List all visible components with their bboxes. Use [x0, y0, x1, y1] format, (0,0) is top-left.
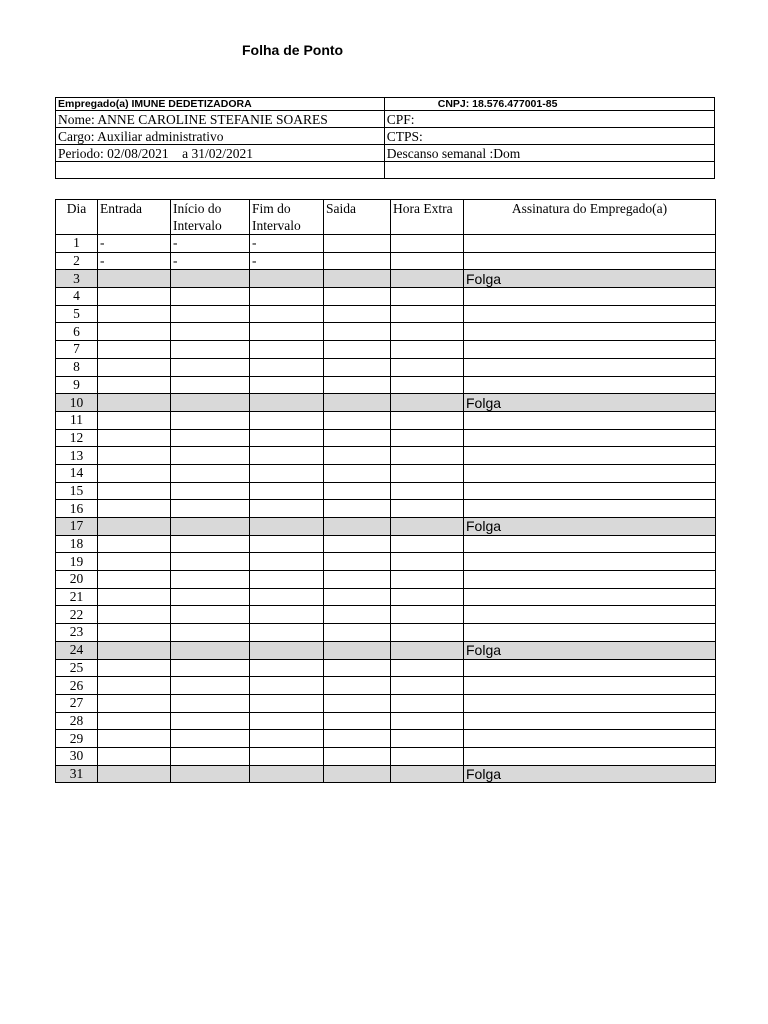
inicio-intervalo-cell: [171, 641, 250, 659]
entrada-cell: [98, 624, 171, 642]
inicio-intervalo-cell: [171, 606, 250, 624]
day-cell: 14: [56, 464, 98, 482]
fim-intervalo-cell: [250, 765, 324, 783]
hora-extra-cell: [391, 394, 464, 412]
entrada-cell: [98, 323, 171, 341]
entrada-cell: [98, 394, 171, 412]
timesheet-header-row: [56, 200, 716, 235]
inicio-intervalo-cell: [171, 482, 250, 500]
fim-intervalo-cell: [250, 270, 324, 288]
hora-extra-cell: [391, 624, 464, 642]
inicio-intervalo-cell: [171, 500, 250, 518]
day-cell: 2: [56, 252, 98, 270]
fim-intervalo-cell: [250, 358, 324, 376]
assinatura-cell: [464, 376, 716, 394]
saida-cell: [324, 659, 391, 677]
entrada-cell: [98, 677, 171, 695]
inicio-intervalo-cell: [171, 376, 250, 394]
hora-extra-cell: [391, 606, 464, 624]
entrada-cell: [98, 518, 171, 536]
saida-cell: [324, 641, 391, 659]
entrada-cell: [98, 641, 171, 659]
day-cell: 9: [56, 376, 98, 394]
entrada-cell: [98, 694, 171, 712]
fim-intervalo-cell: -: [250, 235, 324, 253]
day-cell: 8: [56, 358, 98, 376]
inicio-intervalo-cell: [171, 447, 250, 465]
assinatura-cell: [464, 341, 716, 359]
assinatura-cell: [464, 323, 716, 341]
day-cell: 4: [56, 288, 98, 306]
fim-intervalo-cell: -: [250, 252, 324, 270]
hora-extra-cell: [391, 659, 464, 677]
table-row: [56, 376, 716, 394]
fim-intervalo-cell: [250, 518, 324, 536]
hora-extra-cell: [391, 235, 464, 253]
hora-extra-cell: [391, 411, 464, 429]
hora-extra-cell: [391, 500, 464, 518]
assinatura-cell: [464, 571, 716, 589]
entrada-cell: [98, 341, 171, 359]
entrada-cell: [98, 553, 171, 571]
column-header-inicio-intervalo: Início do Intervalo: [171, 200, 250, 235]
table-row: [56, 288, 716, 306]
table-row: [56, 694, 716, 712]
entrada-cell: [98, 411, 171, 429]
table-row: [56, 730, 716, 748]
day-cell: 13: [56, 447, 98, 465]
day-cell: 5: [56, 305, 98, 323]
column-header-saida: Saida: [324, 200, 391, 235]
role-row: [56, 128, 715, 145]
day-cell: 22: [56, 606, 98, 624]
fim-intervalo-cell: [250, 659, 324, 677]
hora-extra-cell: [391, 376, 464, 394]
entrada-cell: [98, 447, 171, 465]
fim-intervalo-cell: [250, 394, 324, 412]
saida-cell: [324, 323, 391, 341]
column-header-hora-extra: Hora Extra: [391, 200, 464, 235]
inicio-intervalo-cell: [171, 712, 250, 730]
assinatura-cell: [464, 712, 716, 730]
assinatura-cell: Folga: [464, 765, 716, 783]
assinatura-cell: Folga: [464, 394, 716, 412]
day-cell: 12: [56, 429, 98, 447]
blank-cell-right: [384, 162, 714, 179]
entrada-cell: [98, 376, 171, 394]
day-cell: 21: [56, 588, 98, 606]
saida-cell: [324, 358, 391, 376]
inicio-intervalo-cell: [171, 624, 250, 642]
assinatura-cell: [464, 624, 716, 642]
table-row: [56, 252, 716, 270]
saida-cell: [324, 482, 391, 500]
inicio-intervalo-cell: [171, 659, 250, 677]
day-cell: 23: [56, 624, 98, 642]
entrada-cell: [98, 288, 171, 306]
table-row: [56, 624, 716, 642]
assinatura-cell: Folga: [464, 518, 716, 536]
inicio-intervalo-cell: [171, 270, 250, 288]
entrada-cell: [98, 464, 171, 482]
fim-intervalo-cell: [250, 712, 324, 730]
saida-cell: [324, 500, 391, 518]
table-row-folga: [56, 518, 716, 536]
saida-cell: [324, 394, 391, 412]
table-row: [56, 323, 716, 341]
entrada-cell: -: [98, 235, 171, 253]
assinatura-cell: [464, 747, 716, 765]
hora-extra-cell: [391, 288, 464, 306]
table-row: [56, 341, 716, 359]
saida-cell: [324, 553, 391, 571]
inicio-intervalo-cell: [171, 358, 250, 376]
fim-intervalo-cell: [250, 500, 324, 518]
table-row: [56, 358, 716, 376]
timesheet-table: [55, 199, 716, 783]
hora-extra-cell: [391, 464, 464, 482]
inicio-intervalo-cell: [171, 694, 250, 712]
hora-extra-cell: [391, 553, 464, 571]
assinatura-cell: [464, 252, 716, 270]
fim-intervalo-cell: [250, 730, 324, 748]
saida-cell: [324, 429, 391, 447]
table-row: [56, 429, 716, 447]
entrada-cell: [98, 500, 171, 518]
entrada-cell: [98, 358, 171, 376]
assinatura-cell: [464, 482, 716, 500]
assinatura-cell: [464, 288, 716, 306]
table-row: [56, 535, 716, 553]
saida-cell: [324, 288, 391, 306]
assinatura-cell: Folga: [464, 641, 716, 659]
saida-cell: [324, 765, 391, 783]
fim-intervalo-cell: [250, 447, 324, 465]
hora-extra-cell: [391, 482, 464, 500]
entrada-cell: -: [98, 252, 171, 270]
day-cell: 18: [56, 535, 98, 553]
day-cell: 24: [56, 641, 98, 659]
entrada-cell: [98, 482, 171, 500]
day-cell: 26: [56, 677, 98, 695]
name-row: [56, 111, 715, 128]
saida-cell: [324, 341, 391, 359]
saida-cell: [324, 730, 391, 748]
assinatura-cell: [464, 429, 716, 447]
fim-intervalo-cell: [250, 429, 324, 447]
entrada-cell: [98, 747, 171, 765]
hora-extra-cell: [391, 518, 464, 536]
day-cell: 11: [56, 411, 98, 429]
fim-intervalo-cell: [250, 606, 324, 624]
blank-cell-left: [56, 162, 385, 179]
fim-intervalo-cell: [250, 535, 324, 553]
saida-cell: [324, 588, 391, 606]
hora-extra-cell: [391, 712, 464, 730]
day-cell: 28: [56, 712, 98, 730]
inicio-intervalo-cell: [171, 730, 250, 748]
day-cell: 15: [56, 482, 98, 500]
cnpj-label: CNPJ: 18.576.477001-85: [384, 98, 714, 111]
hora-extra-cell: [391, 429, 464, 447]
table-row: [56, 677, 716, 695]
table-row: [56, 500, 716, 518]
assinatura-cell: [464, 606, 716, 624]
column-header-dia: Dia: [56, 200, 98, 235]
saida-cell: [324, 712, 391, 730]
hora-extra-cell: [391, 305, 464, 323]
inicio-intervalo-cell: [171, 288, 250, 306]
inicio-intervalo-cell: [171, 518, 250, 536]
day-cell: 25: [56, 659, 98, 677]
inicio-intervalo-cell: [171, 571, 250, 589]
hora-extra-cell: [391, 323, 464, 341]
day-cell: 10: [56, 394, 98, 412]
cpf-field: CPF:: [384, 111, 714, 128]
fim-intervalo-cell: [250, 305, 324, 323]
assinatura-cell: [464, 588, 716, 606]
ctps-field: CTPS:: [384, 128, 714, 145]
inicio-intervalo-cell: [171, 464, 250, 482]
saida-cell: [324, 376, 391, 394]
inicio-intervalo-cell: [171, 765, 250, 783]
entrada-cell: [98, 712, 171, 730]
fim-intervalo-cell: [250, 288, 324, 306]
inicio-intervalo-cell: [171, 747, 250, 765]
inicio-intervalo-cell: -: [171, 252, 250, 270]
inicio-intervalo-cell: [171, 588, 250, 606]
period-field: Periodo: 02/08/2021 a 31/02/2021: [56, 145, 385, 162]
hora-extra-cell: [391, 747, 464, 765]
timesheet-body: [56, 235, 716, 783]
employee-role: Cargo: Auxiliar administrativo: [56, 128, 385, 145]
saida-cell: [324, 464, 391, 482]
inicio-intervalo-cell: [171, 553, 250, 571]
assinatura-cell: [464, 730, 716, 748]
entrada-cell: [98, 730, 171, 748]
day-cell: 31: [56, 765, 98, 783]
table-row: [56, 588, 716, 606]
inicio-intervalo-cell: [171, 341, 250, 359]
day-cell: 1: [56, 235, 98, 253]
table-row-folga: [56, 641, 716, 659]
saida-cell: [324, 747, 391, 765]
assinatura-cell: [464, 553, 716, 571]
assinatura-cell: [464, 659, 716, 677]
fim-intervalo-cell: [250, 376, 324, 394]
hora-extra-cell: [391, 730, 464, 748]
saida-cell: [324, 677, 391, 695]
saida-cell: [324, 252, 391, 270]
fim-intervalo-cell: [250, 482, 324, 500]
inicio-intervalo-cell: [171, 535, 250, 553]
column-header-fim-intervalo: Fim do Intervalo: [250, 200, 324, 235]
assinatura-cell: [464, 500, 716, 518]
hora-extra-cell: [391, 677, 464, 695]
column-header-assinatura: Assinatura do Empregado(a): [464, 200, 716, 235]
entrada-cell: [98, 588, 171, 606]
assinatura-cell: [464, 535, 716, 553]
day-cell: 6: [56, 323, 98, 341]
table-row: [56, 411, 716, 429]
table-row: [56, 235, 716, 253]
saida-cell: [324, 606, 391, 624]
entrada-cell: [98, 270, 171, 288]
saida-cell: [324, 235, 391, 253]
fim-intervalo-cell: [250, 464, 324, 482]
weekly-rest-field: Descanso semanal :Dom: [384, 145, 714, 162]
table-row: [56, 606, 716, 624]
inicio-intervalo-cell: [171, 394, 250, 412]
fim-intervalo-cell: [250, 588, 324, 606]
day-cell: 30: [56, 747, 98, 765]
hora-extra-cell: [391, 270, 464, 288]
entrada-cell: [98, 765, 171, 783]
entrada-cell: [98, 659, 171, 677]
hora-extra-cell: [391, 571, 464, 589]
day-cell: 19: [56, 553, 98, 571]
employee-info-table: [55, 97, 715, 179]
hora-extra-cell: [391, 252, 464, 270]
period-row: [56, 145, 715, 162]
table-row-folga: [56, 394, 716, 412]
hora-extra-cell: [391, 447, 464, 465]
table-row: [56, 659, 716, 677]
assinatura-cell: [464, 358, 716, 376]
day-cell: 7: [56, 341, 98, 359]
fim-intervalo-cell: [250, 341, 324, 359]
saida-cell: [324, 571, 391, 589]
company-row: [56, 98, 715, 111]
saida-cell: [324, 535, 391, 553]
day-cell: 16: [56, 500, 98, 518]
assinatura-cell: [464, 305, 716, 323]
table-row: [56, 571, 716, 589]
assinatura-cell: [464, 694, 716, 712]
saida-cell: [324, 694, 391, 712]
company-label: Empregado(a) IMUNE DEDETIZADORA: [56, 98, 385, 111]
table-row: [56, 712, 716, 730]
fim-intervalo-cell: [250, 553, 324, 571]
hora-extra-cell: [391, 694, 464, 712]
fim-intervalo-cell: [250, 694, 324, 712]
table-row-folga: [56, 270, 716, 288]
day-cell: 17: [56, 518, 98, 536]
saida-cell: [324, 518, 391, 536]
fim-intervalo-cell: [250, 323, 324, 341]
saida-cell: [324, 411, 391, 429]
day-cell: 20: [56, 571, 98, 589]
fim-intervalo-cell: [250, 677, 324, 695]
hora-extra-cell: [391, 341, 464, 359]
entrada-cell: [98, 606, 171, 624]
table-row: [56, 305, 716, 323]
fim-intervalo-cell: [250, 641, 324, 659]
fim-intervalo-cell: [250, 411, 324, 429]
table-row: [56, 747, 716, 765]
saida-cell: [324, 270, 391, 288]
assinatura-cell: [464, 447, 716, 465]
entrada-cell: [98, 535, 171, 553]
inicio-intervalo-cell: [171, 429, 250, 447]
saida-cell: [324, 624, 391, 642]
table-row-folga: [56, 765, 716, 783]
day-cell: 3: [56, 270, 98, 288]
inicio-intervalo-cell: [171, 305, 250, 323]
hora-extra-cell: [391, 588, 464, 606]
blank-row: [56, 162, 715, 179]
inicio-intervalo-cell: -: [171, 235, 250, 253]
table-row: [56, 464, 716, 482]
fim-intervalo-cell: [250, 747, 324, 765]
inicio-intervalo-cell: [171, 323, 250, 341]
hora-extra-cell: [391, 535, 464, 553]
hora-extra-cell: [391, 765, 464, 783]
employee-name: Nome: ANNE CAROLINE STEFANIE SOARES: [56, 111, 385, 128]
inicio-intervalo-cell: [171, 677, 250, 695]
assinatura-cell: [464, 464, 716, 482]
entrada-cell: [98, 571, 171, 589]
assinatura-cell: [464, 411, 716, 429]
fim-intervalo-cell: [250, 571, 324, 589]
hora-extra-cell: [391, 358, 464, 376]
fim-intervalo-cell: [250, 624, 324, 642]
inicio-intervalo-cell: [171, 411, 250, 429]
day-cell: 29: [56, 730, 98, 748]
column-header-entrada: Entrada: [98, 200, 171, 235]
saida-cell: [324, 447, 391, 465]
table-row: [56, 482, 716, 500]
assinatura-cell: [464, 235, 716, 253]
table-row: [56, 553, 716, 571]
day-cell: 27: [56, 694, 98, 712]
entrada-cell: [98, 305, 171, 323]
saida-cell: [324, 305, 391, 323]
assinatura-cell: [464, 677, 716, 695]
table-row: [56, 447, 716, 465]
entrada-cell: [98, 429, 171, 447]
hora-extra-cell: [391, 641, 464, 659]
page-title: Folha de Ponto: [242, 42, 344, 58]
assinatura-cell: Folga: [464, 270, 716, 288]
